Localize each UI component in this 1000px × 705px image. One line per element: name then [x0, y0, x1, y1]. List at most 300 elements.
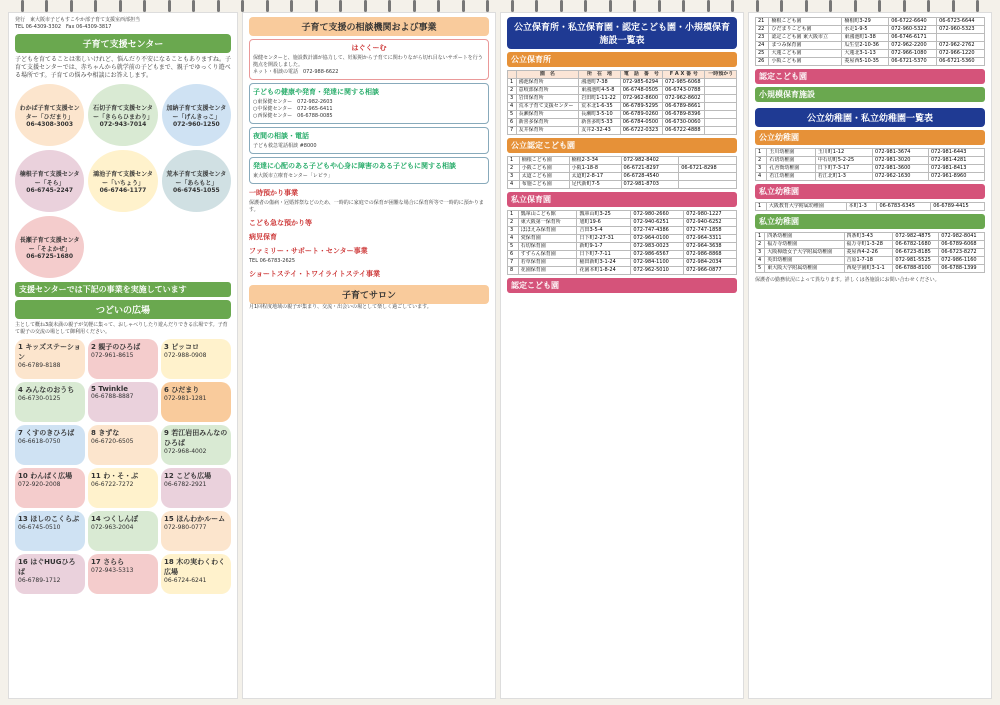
cell-tel: 06-6784-0500 — [620, 119, 662, 127]
emergency-text: 子ども救急電話相談 #8000 — [253, 143, 317, 149]
cell-no: 22 — [756, 26, 769, 34]
plaza-no: 15 — [164, 515, 174, 523]
table-row — [756, 34, 985, 42]
cell-addr: 大蓮北3-1-13 — [842, 50, 889, 58]
cell-tel: 06-6728-4540 — [621, 173, 679, 181]
table-row — [508, 165, 737, 173]
cert-public-title: 公立認定こども園 — [507, 138, 737, 153]
cell-no: 1 — [508, 79, 517, 87]
public-kinder-table — [755, 148, 985, 181]
cell-addr: 東鴻池町4-5-8 — [579, 87, 620, 95]
cell-tel: 072-962-1630 — [873, 173, 929, 181]
cell-name: ほほえみ保育園 — [518, 227, 577, 235]
cell-no: 4 — [756, 173, 767, 181]
child-title: こども急な預かり等 — [249, 219, 312, 227]
cell-fax: 072-962-8602 — [663, 95, 705, 103]
cell-no: 2 — [508, 87, 517, 95]
cell-addr: 日下町7-7-11 — [577, 251, 631, 259]
cell-tel: 06-6721-5370 — [889, 58, 937, 66]
welfare-box — [249, 157, 489, 184]
cell-addr: 吉原1-7-18 — [844, 257, 893, 265]
center-tel: 06-4308-3003 — [26, 120, 74, 128]
cell-addr: 日下町2-27-31 — [577, 235, 631, 243]
cell-temp — [705, 103, 737, 111]
cell-addr: 友井2-32-43 — [579, 127, 620, 135]
emergency-title: 夜間の相談・電話 — [253, 132, 309, 140]
cell-name: 孔舎衙幼稚園 — [767, 165, 815, 173]
center-item — [162, 84, 231, 146]
plaza-name: みんなのおうち — [25, 386, 75, 394]
cell-tel: 072-982-4875 — [893, 233, 939, 241]
plaza-name: Twinkle — [98, 385, 128, 393]
cell-name: 布施こども園 — [519, 181, 569, 189]
ring — [560, 0, 563, 12]
plaza-no: 10 — [18, 472, 28, 480]
center-name: 鴻池子育て支援センター「いちょう」 — [93, 170, 153, 187]
cell-fax: 072-982-8041 — [939, 233, 985, 241]
ring — [168, 0, 171, 12]
table-row — [756, 26, 985, 34]
cell-addr: 楠根2-3-34 — [569, 157, 621, 165]
plaza-name: こども広場 — [176, 472, 212, 480]
table-row — [508, 87, 737, 95]
cell-tel: 072-980-2660 — [631, 211, 684, 219]
table-row — [508, 235, 737, 243]
publisher: 発行 東大阪市子どもすこやか部子育て支援室西部担当 — [15, 17, 141, 23]
consult-item: ○西保健センター 06-6788-0085 — [253, 113, 333, 119]
ring — [70, 0, 73, 12]
table-row — [508, 127, 737, 135]
private-nursery-table — [507, 210, 737, 275]
page-support-centers — [8, 12, 238, 699]
cell-fax: 072-961-8960 — [928, 173, 984, 181]
cell-fax: 072-747-1858 — [684, 227, 737, 235]
table-row — [756, 165, 985, 173]
col-temp: 一時預かり — [705, 71, 737, 79]
cell-addr: 岩田町1-11-22 — [579, 95, 620, 103]
plaza-tel: 06-6782-2921 — [164, 481, 207, 488]
plaza-tel: 072-920-2008 — [18, 481, 61, 488]
cell-fax — [679, 173, 737, 181]
center-item — [15, 84, 84, 146]
cell-tel: 072-981-5525 — [893, 257, 939, 265]
center-tel: 06-6725-1680 — [26, 252, 74, 260]
plaza-no: 13 — [18, 515, 28, 523]
cell-no: 21 — [756, 18, 769, 26]
cell-tel: 072-747-4386 — [631, 227, 684, 235]
plaza-intro: 主として概ね3歳未満の親子が気軽に集って、おしゃべりしたり遊んだりできる広場です。子育て親子の交流の場として御利用ください。 — [15, 322, 228, 335]
cell-fax: 06-6722-4888 — [663, 127, 705, 135]
plaza-item — [15, 511, 85, 551]
consult-title: 子どもの健康や発育・発達に関する相談 — [253, 88, 379, 96]
ring — [633, 0, 636, 12]
footer-note: 保護者の勤務状況によって異なります。詳しくは各施設にお問い合わせください。 — [755, 277, 940, 283]
cell-addr: 吉田3-5-4 — [577, 227, 631, 235]
cell-addr: 菱屋西5-10-35 — [842, 58, 889, 66]
plaza-item — [88, 511, 158, 551]
cell-no: 5 — [756, 265, 765, 273]
plaza-name: 若江岩田みんなのひろば — [164, 429, 228, 447]
center-item — [162, 150, 231, 212]
cell-tel: 072-960-5322 — [889, 26, 937, 34]
cell-fax: 06-6723-8272 — [939, 249, 985, 257]
table-row — [508, 157, 737, 165]
table-row — [508, 103, 737, 111]
public-nursery-title: 公立保育所 — [507, 52, 737, 67]
cell-addr: 新町9-1-7 — [577, 243, 631, 251]
ring — [290, 0, 293, 12]
cell-fax: 072-964-3311 — [684, 235, 737, 243]
plaza-tel: 06-6789-1712 — [18, 577, 61, 584]
cell-fax: 06-6788-1399 — [939, 265, 985, 273]
cell-no: 3 — [756, 165, 767, 173]
ring — [829, 0, 832, 12]
ring — [266, 0, 269, 12]
plaza-item — [161, 339, 231, 379]
cell-name: まつみ保育園 — [769, 42, 842, 50]
table-row — [756, 233, 985, 241]
cell-addr: 足代新町7-5 — [569, 181, 621, 189]
plaza-name: わんぱく広場 — [30, 472, 73, 480]
cell-addr: 玉川町1-12 — [815, 149, 872, 157]
center-tel: 06-6746-1177 — [99, 186, 147, 194]
cell-name: 花園保育園 — [518, 267, 577, 275]
cell-fax: 072-985-6068 — [663, 79, 705, 87]
cell-tel: 072-981-3674 — [873, 149, 929, 157]
cell-addr: 中石切町5-2-25 — [815, 157, 872, 165]
plaza-name: キッズステーション — [18, 343, 81, 361]
table-row — [508, 181, 737, 189]
plaza-tel: 072-963-2004 — [91, 524, 134, 531]
plaza-tel: 06-6788-8887 — [91, 393, 134, 400]
binder-rings — [0, 0, 1000, 12]
cell-fax: 072-981-6443 — [928, 149, 984, 157]
plaza-item — [88, 382, 158, 422]
plaza-name: ほしのこくらぶ — [30, 515, 80, 523]
cell-tel: 06-6746-6171 — [889, 34, 937, 42]
plaza-no: 12 — [164, 472, 174, 480]
cell-name: 小阪こども園 — [519, 165, 569, 173]
activity-title: 支援センターでは下記の事業を実施しています — [15, 282, 231, 297]
ring — [707, 0, 710, 12]
cell-fax — [937, 34, 985, 42]
hug-contact: ネット・相談の電話 072-988-6622 — [253, 69, 339, 75]
plaza-name: ピッコロ — [171, 343, 200, 351]
center-grid — [15, 84, 231, 278]
cell-no: 6 — [508, 251, 519, 259]
cell-tel: 06-6788-8100 — [893, 265, 939, 273]
cell-tel: 06-6789-0260 — [620, 111, 662, 119]
cell-tel: 072-983-0023 — [631, 243, 684, 251]
cell-name: 大阪教育大学附属幼稚園 — [766, 203, 846, 211]
ring — [413, 0, 416, 12]
emergency-box — [249, 127, 489, 154]
cell-name: 鴻池保育所 — [516, 79, 579, 87]
cell-fax: 06-6730-0060 — [663, 119, 705, 127]
cell-addr: 稲田新町3-1-24 — [577, 259, 631, 267]
cell-fax — [679, 157, 737, 165]
col-no — [508, 71, 517, 79]
cell-addr: 福万寺町1-3-28 — [844, 241, 893, 249]
support-tel: TEL 06-6783-2625 — [249, 258, 296, 264]
plaza-item — [161, 425, 231, 465]
private-nursery-title: 私立保育園 — [507, 192, 737, 207]
table-row — [508, 227, 737, 235]
welfare-org: 東大阪市立療育センター「レピラ」 — [253, 173, 333, 179]
cell-name: 太道こども園 — [519, 173, 569, 181]
cell-no: 5 — [508, 243, 519, 251]
cell-no: 7 — [508, 259, 519, 267]
cell-fax: 072-966-1220 — [937, 50, 985, 58]
cell-addr: 旭町19-6 — [577, 219, 631, 227]
cell-name: 友井保育所 — [516, 127, 579, 135]
plaza-item — [15, 468, 85, 508]
cell-no: 3 — [508, 173, 520, 181]
cell-no: 4 — [508, 235, 519, 243]
cell-tel: 06-6721-8297 — [621, 165, 679, 173]
ring — [21, 0, 24, 12]
cert-kinder-table — [755, 232, 985, 273]
plaza-name: つくしんぼ — [103, 515, 139, 523]
care-title: 一時預かり事業 — [249, 189, 298, 197]
ring — [682, 0, 685, 12]
table-row — [508, 267, 737, 275]
ring — [94, 0, 97, 12]
cell-tel: 072-981-3600 — [873, 165, 929, 173]
cell-tel: 072-986-6567 — [631, 251, 684, 259]
consult-page-title: 子育て支援の相談機関および事業 — [249, 17, 489, 36]
table-row — [508, 251, 737, 259]
cell-addr: 西堤学園町3-1-1 — [844, 265, 893, 273]
center-item — [88, 150, 157, 212]
ring — [780, 0, 783, 12]
cell-no: 6 — [508, 119, 517, 127]
ring — [511, 0, 514, 12]
cell-addr: 長瀬町3-5-10 — [579, 111, 620, 119]
cell-no: 2 — [508, 165, 520, 173]
cell-name: 大蓮こども園 — [769, 50, 842, 58]
center-tel: 06-6745-1055 — [172, 186, 220, 194]
cell-no: 3 — [508, 95, 517, 103]
plaza-no: 6 — [164, 386, 169, 394]
cell-fax: 072-964-3638 — [684, 243, 737, 251]
ring — [364, 0, 367, 12]
cell-tel: 06-6782-1680 — [893, 241, 939, 249]
ring — [45, 0, 48, 12]
care-text: 保護者の傷病・冠婚葬祭などのため、一時的に家庭での保育が困難な場合に保育所等で一時的に預かります。 — [249, 200, 484, 213]
plaza-tel: 06-6722-7272 — [91, 481, 134, 488]
plaza-no: 14 — [91, 515, 101, 523]
cell-tel: 06-6723-8185 — [893, 249, 939, 257]
cell-addr: 四条町3-43 — [844, 233, 893, 241]
cell-name: 四条幼稚園 — [765, 233, 844, 241]
plaza-tel: 06-6720-6505 — [91, 438, 134, 445]
cell-fax: 06-6789-8661 — [663, 103, 705, 111]
plaza-name: ほんわかルーム — [176, 515, 226, 523]
ring — [756, 0, 759, 12]
table-row — [508, 243, 737, 251]
cell-name: 瓢箪山こども館 — [518, 211, 577, 219]
col-addr: 所 在 地 — [579, 71, 620, 79]
cell-fax: 072-980-1227 — [684, 211, 737, 219]
plaza-name: さらら — [103, 558, 125, 566]
cell-fax: 072-940-6252 — [684, 219, 737, 227]
cell-name: ひだまりこども園 — [769, 26, 842, 34]
cell-name: 岩田保育所 — [516, 95, 579, 103]
ring — [658, 0, 661, 12]
center-name: 石切子育て支援センター「きららひまわり」 — [92, 104, 153, 121]
col-fax: F A X 番 号 — [663, 71, 705, 79]
cell-tel: 072-982-8402 — [621, 157, 679, 165]
cell-no: 2 — [756, 241, 765, 249]
plaza-item — [15, 339, 85, 379]
center-intro: 子どもを育てることは楽しいけれど、悩んだり不安になることもありますね。子育て支援センターでは、赤ちゃんから就学前の子どもまで、親子でゆっくり遊べる場所です。子育ての悩みや相談にお答えします。 — [15, 56, 232, 79]
cell-name: 小阪こども園 — [769, 58, 842, 66]
plaza-tel: 072-988-0908 — [164, 352, 207, 359]
plaza-title: つどいの広場 — [15, 300, 231, 319]
ring — [952, 0, 955, 12]
ring — [462, 0, 465, 12]
plaza-tel: 06-6724-6241 — [164, 577, 207, 584]
table-row — [756, 173, 985, 181]
cell-tel: 072-964-0100 — [631, 235, 684, 243]
cell-tel: 072-981-8703 — [621, 181, 679, 189]
cell-tel: 072-981-3020 — [873, 157, 929, 165]
cell-name: 意岐部保育所 — [516, 87, 579, 95]
cell-name: 若草保育園 — [518, 259, 577, 267]
cell-name: 楠根こども園 — [519, 157, 569, 165]
cell-addr: 水走1-9-5 — [842, 26, 889, 34]
ring — [143, 0, 146, 12]
plaza-tel: 06-6618-0750 — [18, 438, 61, 445]
plaza-no: 16 — [18, 558, 28, 566]
center-name: 長瀬子育て支援センター「そよかぜ」 — [19, 236, 80, 253]
cell-name: すずらん保育園 — [518, 251, 577, 259]
ring — [217, 0, 220, 12]
page-kindergarten-list — [748, 12, 992, 699]
cell-addr: 東鴻池町1-38 — [842, 34, 889, 42]
cell-fax: 072-981-4281 — [928, 157, 984, 165]
cell-temp — [705, 127, 737, 135]
cell-no: 1 — [756, 149, 767, 157]
plaza-name: 木の実わくわく広場 — [164, 558, 226, 576]
private-kinder-table — [755, 202, 985, 211]
small-title: 小規模保育施設 — [755, 87, 985, 102]
col-tel: 電 話 番 号 — [620, 71, 662, 79]
hug-text: 保健センターと、施設数計課が協力して、妊娠期から子育てに関わりながら切れ目ないサポートを行う拠点を開設しました。 — [253, 55, 483, 68]
table-row — [508, 79, 737, 87]
hug-title: はぐくーむ — [351, 44, 387, 52]
plaza-no: 7 — [18, 429, 23, 437]
cell-addr: 菱屋西4-2-26 — [844, 249, 893, 257]
ring — [486, 0, 489, 12]
center-tel: 072-943-7014 — [99, 120, 147, 128]
cell-name: 大阪樟蔭女子大学附属幼稚園 — [765, 249, 844, 257]
cell-no: 3 — [508, 227, 519, 235]
cell-fax: 06-6789-4415 — [931, 203, 985, 211]
cell-tel: 06-6789-5295 — [620, 103, 662, 111]
cell-no: 1 — [508, 157, 520, 165]
cert-private-title: 認定こども園 — [507, 278, 737, 293]
cell-name: 東大阪第一保育所 — [518, 219, 577, 227]
cell-name: 荒本子育て支援センター — [516, 103, 579, 111]
cell-no: 23 — [756, 34, 769, 42]
consult-box — [249, 83, 489, 124]
plaza-no: 2 — [91, 343, 96, 351]
plaza-tel: 06-6730-0125 — [18, 395, 61, 402]
table-row — [508, 95, 737, 103]
plaza-no: 1 — [18, 343, 23, 351]
sick-title: 病児保育 — [249, 233, 277, 241]
plaza-no: 9 — [164, 429, 169, 437]
plaza-name: きずな — [98, 429, 120, 437]
plaza-name: 親子のひろば — [98, 343, 141, 351]
cell-name: 愛保育園 — [518, 235, 577, 243]
col-name: 園 名 — [516, 71, 579, 79]
center-name: 楠根子育て支援センター「そら」 — [19, 170, 80, 187]
cell-no: 1 — [756, 233, 765, 241]
plaza-name: くすのきひろば — [25, 429, 75, 437]
cell-name: 東大阪大学附属幼稚園 — [765, 265, 844, 273]
table-row — [756, 157, 985, 165]
ring — [119, 0, 122, 12]
cell-addr: 花園本町1-8-24 — [577, 267, 631, 275]
ring — [388, 0, 391, 12]
ring — [927, 0, 930, 12]
cell-addr: 若江北町1-3 — [815, 173, 872, 181]
cell-addr: 日下町7-3-17 — [815, 165, 872, 173]
table-row — [756, 265, 985, 273]
consult-item: ○東保健センター 072-982-2603 — [253, 99, 333, 105]
cell-fax: 06-6721-8298 — [679, 165, 737, 173]
cell-tel: 06-6748-0505 — [620, 87, 662, 95]
table-row — [508, 211, 737, 219]
center-name: わかば子育て支援センター「ひだまり」 — [19, 104, 80, 121]
table-row — [756, 203, 985, 211]
plaza-item — [15, 425, 85, 465]
cell-addr: 鴻池町7-38 — [579, 79, 620, 87]
cert-kinder-title: 私立幼稚園 — [755, 214, 985, 229]
cell-no: 24 — [756, 42, 769, 50]
cell-fax: 06-6789-6068 — [939, 241, 985, 249]
ring — [437, 0, 440, 12]
ring — [192, 0, 195, 12]
ring — [584, 0, 587, 12]
salon-text: 月1回程度地域の親子が集まり、交流・出会いの場として楽しく過ごしています。 — [249, 304, 432, 310]
table-row — [756, 42, 985, 50]
cell-name: 長瀬保育所 — [516, 111, 579, 119]
table-row — [508, 111, 737, 119]
plaza-item — [15, 554, 85, 594]
ring — [878, 0, 881, 12]
cell-fax: 072-981-8413 — [928, 165, 984, 173]
cell-fax: 06-6789-8396 — [663, 111, 705, 119]
center-name: 加納子育て支援センター「げんきっこ」 — [166, 104, 227, 121]
cell-fax: 06-6723-6644 — [937, 18, 985, 26]
cell-fax: 06-6743-0788 — [663, 87, 705, 95]
center-item — [15, 150, 84, 212]
plaza-item — [88, 339, 158, 379]
cell-name: 英田幼稚園 — [765, 257, 844, 265]
plaza-tel: 072-961-8615 — [91, 352, 134, 359]
table-row — [756, 249, 985, 257]
cell-no: 2 — [508, 219, 519, 227]
cell-no: 4 — [508, 103, 517, 111]
nursery-list-title: 公立保育所・私立保育園・認定こども園・小規模保育施設一覧表 — [507, 17, 737, 49]
cell-fax: 06-6721-5360 — [937, 58, 985, 66]
ring — [903, 0, 906, 12]
cert-public-table — [507, 156, 737, 189]
